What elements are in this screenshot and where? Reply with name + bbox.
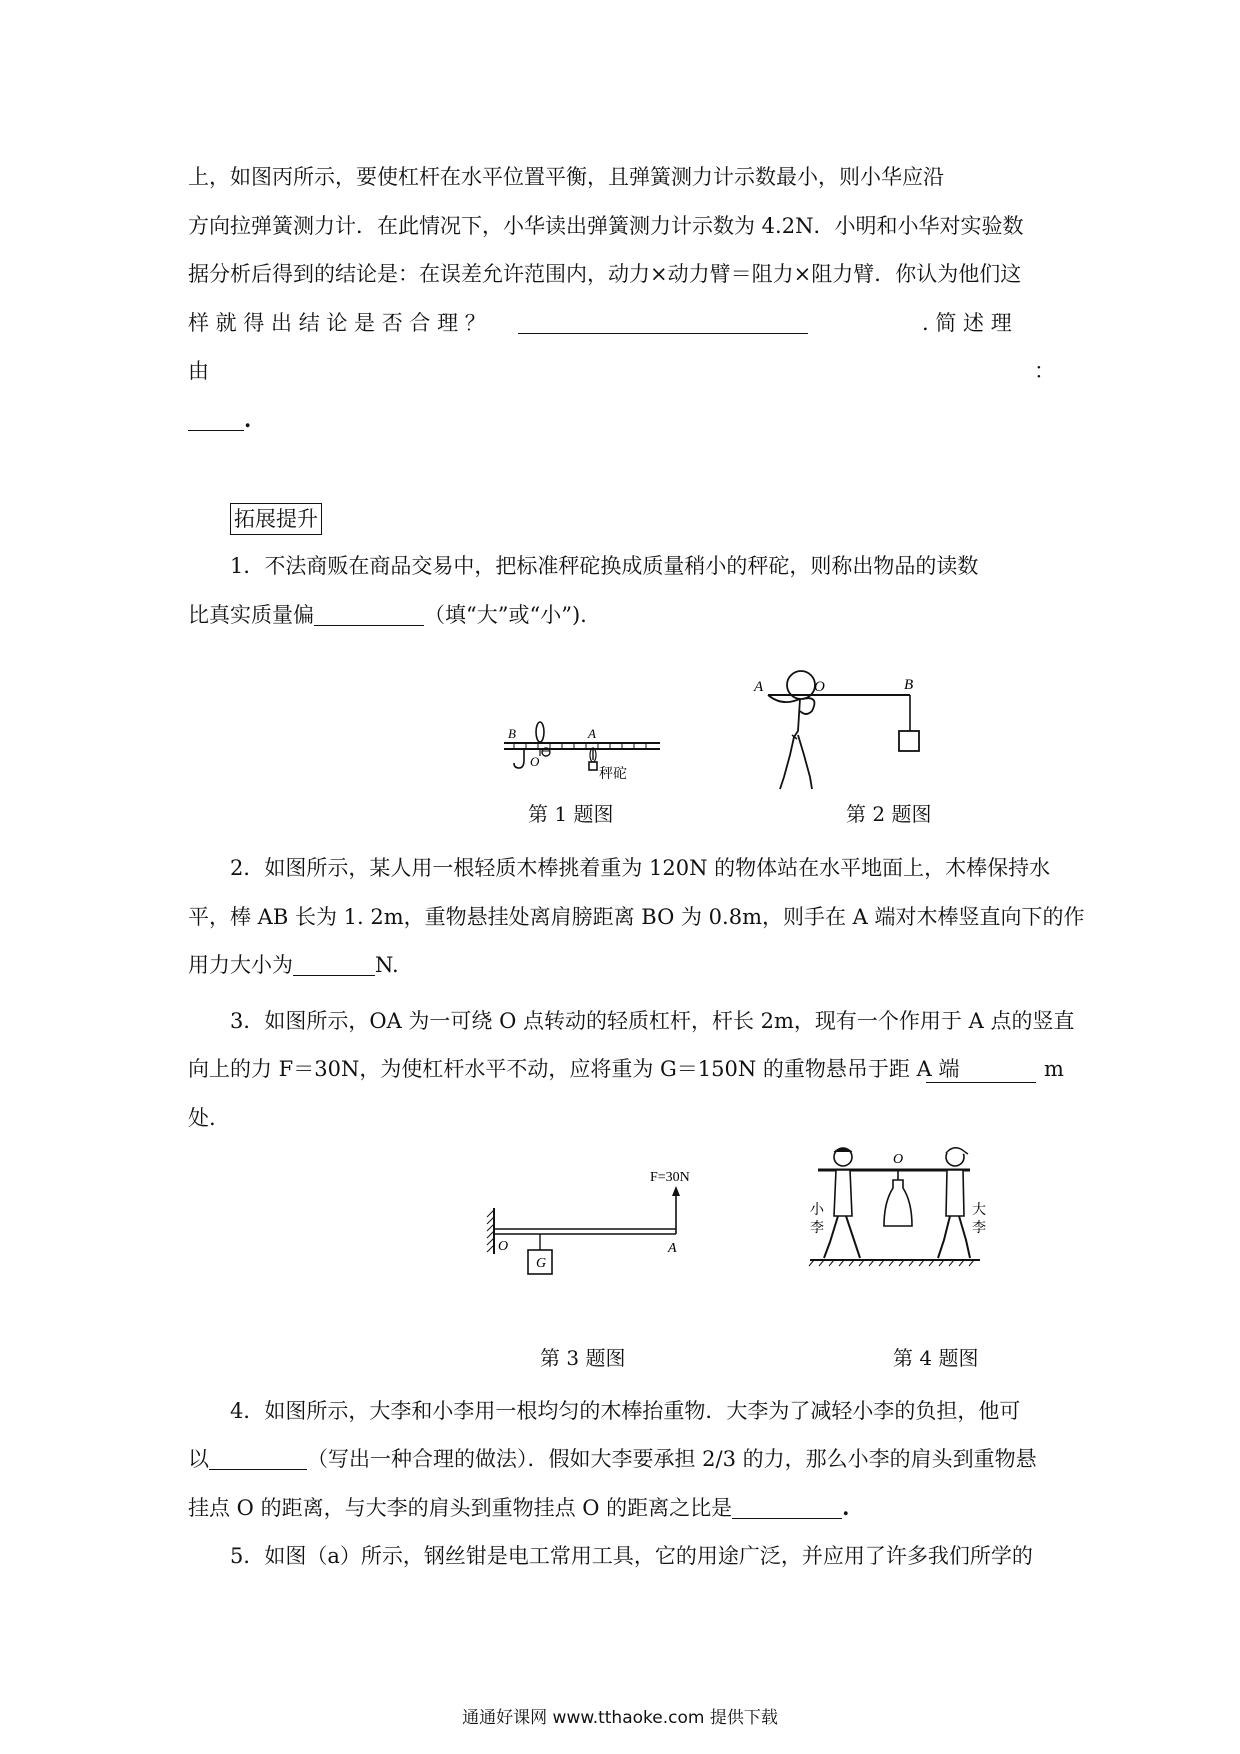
question-2-line: 2．如图所示，某人用一根轻质木棒挑着重为 120N 的物体站在水平地面上，木棒保持水 (230, 856, 1051, 880)
text-fragment: （写出一种合理的做法）．假如大李要承担 2/3 的力，那么小李的肩头到重物悬 (307, 1447, 1037, 1471)
counterweight-icon (589, 762, 597, 770)
label-o: O (530, 754, 540, 769)
label-b: B (508, 726, 516, 741)
question-3-line: 向上的力 F＝30N，为使杠杆水平不动，应将重为 G＝150N 的重物悬吊于距 A 端 (188, 1057, 960, 1081)
question-2-line: 平，棒 AB 长为 1. 2m，重物悬挂处离肩膀距离 BO 为 0.8m，则手在 A 端对木棒竖直向下的作 (188, 905, 1085, 929)
question-3-line: 3．如图所示，OA 为一可绕 O 点转动的轻质杠杆，杆长 2m，现有一个作用于 A 点的竖直 (230, 1009, 1075, 1033)
figure-1-caption: 第 1 题图 (528, 802, 614, 826)
text-fragment: . 简 述 理 (922, 311, 1012, 335)
text-line: 上，如图丙所示，要使杠杆在水平位置平衡，且弹簧测力计示数最小，则小华应沿 (188, 165, 944, 189)
question-4-line (188, 1444, 1037, 1474)
weight-icon (899, 731, 919, 751)
question-3-line: 处. (188, 1106, 216, 1130)
text-fragment: （填“大”或“小”). (424, 603, 587, 627)
text-fragment: . (244, 407, 252, 432)
text-line (188, 405, 251, 435)
label-g: G (536, 1256, 547, 1271)
right-person-body (946, 1170, 964, 1216)
figure-1-steelyard (500, 700, 670, 790)
label-b: B (904, 677, 914, 693)
text-fragment: ： (1034, 359, 1055, 383)
answer-blank[interactable] (314, 603, 424, 626)
left-person-label: 李 (810, 1221, 824, 1236)
text-line: 方向拉弹簧测力计．在此情况下，小华读出弹簧测力计示数为 4.2N．小明和小华对实验数 (188, 214, 1024, 238)
question-1-line (188, 600, 587, 630)
question-4-line (188, 1493, 849, 1523)
text-fragment: 以 (188, 1447, 209, 1471)
text-fragment: 样 就 得 出 结 论 是 否 合 理 ？ (188, 311, 486, 335)
text-fragment: m (1044, 1057, 1064, 1081)
figure-3-caption: 第 3 题图 (540, 1346, 626, 1370)
left-person-body (834, 1170, 852, 1216)
figure-2-person-pole (750, 665, 940, 795)
force-label: F=30N (650, 1170, 690, 1185)
text-fragment: 比真实质量偏 (188, 603, 314, 627)
figure-4-caption: 第 4 题图 (893, 1346, 979, 1370)
question-4-line: 4．如图所示，大李和小李用一根均匀的木棒抬重物．大李为了减轻小李的负担，他可 (230, 1399, 1021, 1423)
text-fragment: 用力大小为 (188, 953, 293, 977)
text-line: 据分析后得到的结论是：在误差允许范围内，动力×动力臂＝阻力×阻力臂．你认为他们这 (188, 262, 1022, 286)
figure-4-carrying (800, 1140, 1000, 1280)
answer-blank[interactable] (209, 1447, 307, 1470)
left-person-label: 小 (810, 1203, 824, 1218)
question-5-line: 5．如图（a）所示，钢丝钳是电工常用工具，它的用途广泛，并应用了许多我们所学的 (230, 1544, 1033, 1568)
lift-ring-icon (536, 722, 544, 742)
hook-icon (514, 749, 524, 768)
page-footer: 通通好课网 www.tthaoke.com 提供下载 (462, 1708, 778, 1728)
label-a: A (588, 726, 596, 741)
answer-blank[interactable] (732, 1496, 842, 1519)
label-o: O (498, 1239, 509, 1254)
section-heading: 拓展提升 (230, 503, 322, 535)
question-2-line (188, 950, 399, 980)
arrow-up-icon (672, 1186, 680, 1196)
text-fragment: . (842, 1495, 850, 1520)
text-fragment: 挂点 O 的距离，与大李的肩头到重物挂点 O 的距离之比是 (188, 1496, 733, 1520)
label-a: A (668, 1241, 677, 1256)
answer-blank[interactable] (188, 408, 244, 431)
text-fragment: 由 (188, 359, 209, 383)
answer-blank[interactable] (293, 953, 375, 976)
figure-2-caption: 第 2 题图 (846, 802, 932, 826)
right-person-label: 李 (972, 1221, 986, 1236)
sack-icon (884, 1180, 912, 1226)
question-1-line: 1．不法商贩在商品交易中，把标准秤砣换成质量稍小的秤砣，则称出物品的读数 (230, 554, 979, 578)
label-o: O (893, 1152, 904, 1167)
text-line (188, 308, 808, 338)
counterweight-label: 秤砣 (599, 767, 627, 782)
answer-blank[interactable] (518, 311, 808, 334)
label-o: O (814, 679, 825, 695)
answer-blank[interactable] (926, 1060, 1036, 1083)
label-a: A (754, 679, 764, 695)
right-person-label: 大 (972, 1203, 986, 1218)
figure-3-lever (484, 1160, 704, 1280)
text-fragment: N. (375, 953, 399, 977)
